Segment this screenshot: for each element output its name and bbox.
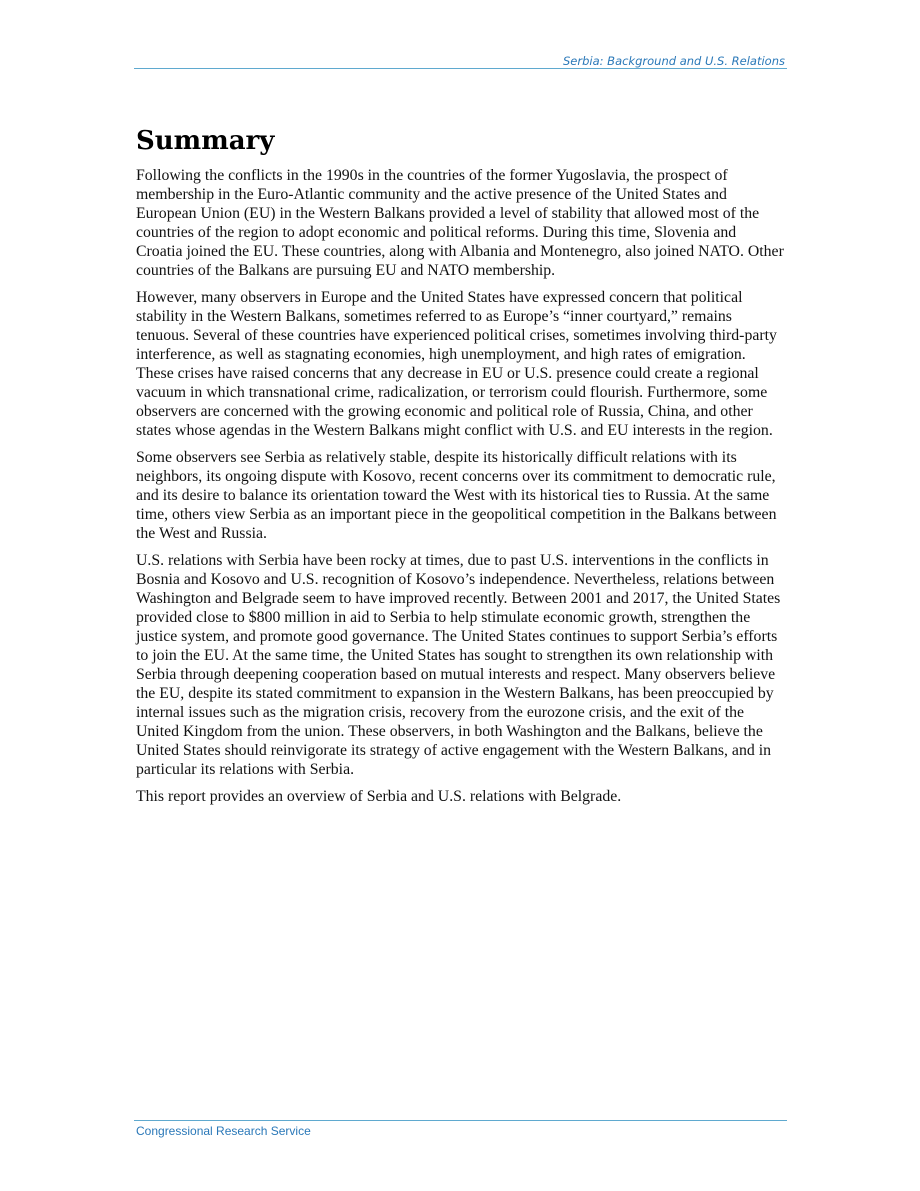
- paragraph-1: Following the conflicts in the 1990s in the countries of the former Yugoslavia, the prospect of membership in the Euro-Atlantic community and the active presence of the United States and European Union (EU) in the Western Balkans provided a level of stability that allowed most of the countries of the region to adopt economic and political reforms. During this time, Slovenia and Croatia joined the EU. These countries, along with Albania and Montenegro, also joined NATO. Other countries of the Balkans are pursuing EU and NATO membership.: [136, 167, 784, 279]
- paragraph-2: However, many observers in Europe and the United States have expressed concern that political stability in the Western Balkans, sometimes referred to as Europe’s “inner courtyard,” remains tenuous. Several of these countries have experienced political crises, sometimes involving third-party interference, as well as stagnating economies, high unemployment, and high rates of emigration. These crises have raised concerns that any decrease in EU or U.S. presence could create a regional vacuum in which transnational crime, radicalization, or terrorism could flourish. Furthermore, some observers are concerned with the growing economic and political role of Russia, China, and other states whose agendas in the Western Balkans might conflict with U.S. and EU interests in the region.: [136, 289, 777, 439]
- footer-organization: Congressional Research Service: [136, 1124, 311, 1138]
- section-heading: Summary: [136, 126, 275, 156]
- paragraph-3: Some observers see Serbia as relatively stable, despite its historically difficult relations with its neighbors, its ongoing dispute with Kosovo, recent concerns over its commitment to democratic rule, and its desire to balance its orientation toward the West with its historical ties to Russia. At the same time, others view Serbia as an important piece in the geopolitical competition in the Balkans between the West and Russia.: [136, 449, 777, 542]
- page-header: [134, 54, 787, 69]
- paragraph-4: U.S. relations with Serbia have been rocky at times, due to past U.S. interventions in the conflicts in Bosnia and Kosovo and U.S. recognition of Kosovo’s independence. Nevertheless, relations between Washington and Belgrade seem to have improved recently. Between 2001 and 2017, the United States provided close to $800 million in aid to Serbia to help stimulate economic growth, strengthen the justice system, and promote good governance. The United States continues to support Serbia’s efforts to join the EU. At the same time, the United States has sought to strengthen its own relationship with Serbia through deepening cooperation based on mutual interests and respect. Many observers believe the EU, despite its stated commitment to expansion in the Western Balkans, has been preoccupied by internal issues such as the migration crisis, recovery from the eurozone crisis, and the exit of the United Kingdom from the union. These observers, in both Washington and the Balkans, believe the United States should reinvigorate its strategy of active engagement with the Western Balkans, and in particular its relations with Serbia.: [136, 552, 781, 778]
- paragraph-5: This report provides an overview of Serbia and U.S. relations with Belgrade.: [136, 788, 622, 805]
- page-footer: [134, 1120, 787, 1138]
- running-header-title: Serbia: Background and U.S. Relations: [563, 54, 785, 68]
- document-body: [136, 124, 786, 814]
